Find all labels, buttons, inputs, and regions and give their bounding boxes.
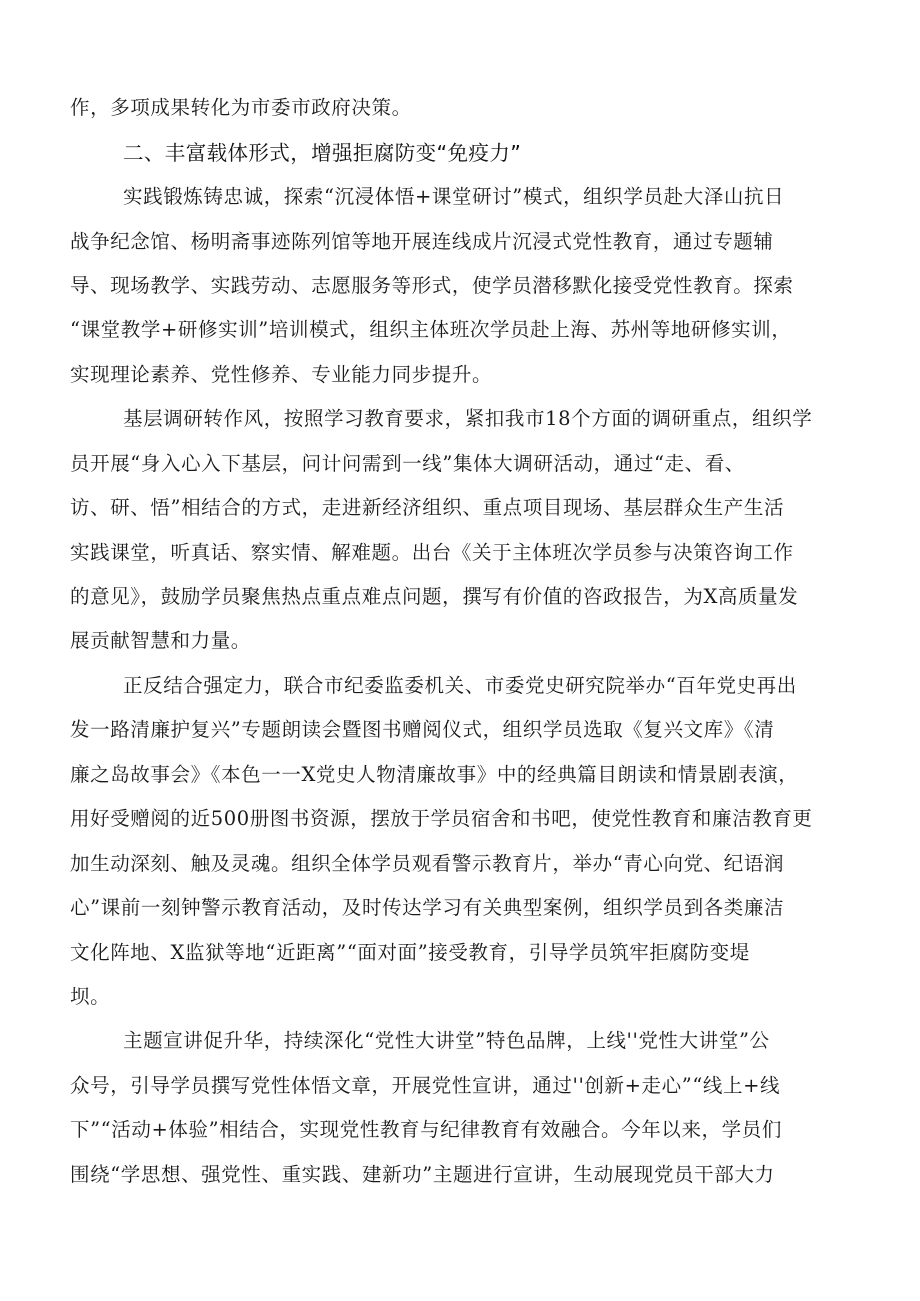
paragraph-4-line-2: 众号，引导学员撰写党性体悟文章，开展党性宣讲，通过''创新+走心”“线上+线 (70, 1074, 781, 1097)
paragraph-2-line-1: 基层调研转作风，按照学习教育要求，紧扣我市18个方面的调研重点，组织学 (123, 407, 813, 430)
paragraph-1-line-1: 实践锻炼铸忠诚，探索“沉浸体悟+课堂研讨”模式，组织学员赴大泽山抗日 (123, 185, 785, 208)
paragraph-1-line-4: “课堂教学+研修实训”培训模式，组织主体班次学员赴上海、苏州等地研修实训， (70, 318, 792, 341)
paragraph-3-line-5: 加生动深刻、触及灵魂。组织全体学员观看警示教育片，举办“青心向党、纪语润 (70, 852, 785, 875)
paragraph-3-line-7: 文化阵地、X监狱等地“近距离”“面对面”接受教育，引导学员筑牢拒腐防变堤 (70, 941, 750, 964)
paragraph-2-line-6: 展贡献智慧和力量。 (70, 629, 251, 652)
paragraph-4-line-4: 围绕“学思想、强党性、重实践、建新功”主题进行宣讲，生动展现党员干部大力 (70, 1163, 775, 1186)
paragraph-4-line-1: 主题宣讲促升华，持续深化“党性大讲堂”特色品牌，上线''党性大讲堂”公 (123, 1029, 770, 1052)
paragraph-1-line-3: 导、现场教学、实践劳动、志愿服务等形式，使学员潜移默化接受党性教育。探索 (70, 274, 794, 297)
paragraph-3-line-3: 廉之岛故事会》《本色一一X党史人物清廉故事》中的经典篇目朗读和情景剧表演， (70, 763, 799, 786)
paragraph-3-line-1: 正反结合强定力，联合市纪委监委机关、市委党史研究院举办“百年党史再出 (123, 674, 797, 697)
paragraph-3-line-4: 用好受赠阅的近500册图书资源，摆放于学员宿舍和书吧，使党性教育和廉洁教育更 (70, 807, 813, 830)
paragraph-3-line-6: 心”课前一刻钟警示教育活动，及时传达学习有关典型案例，组织学员到各类廉洁 (70, 896, 785, 919)
paragraph-1-line-2: 战争纪念馆、杨明斋事迹陈列馆等地开展连线成片沉浸式党性教育，通过专题辅 (70, 230, 774, 253)
intro-line: 作，多项成果转化为市委市政府决策。 (70, 96, 412, 119)
paragraph-2-line-4: 实践课堂，听真话、察实情、解难题。出台《关于主体班次学员参与决策咨询工作 (70, 541, 794, 564)
paragraph-4-line-3: 下”“活动+体验”相结合，实现党性教育与纪律教育有效融合。今年以来，学员们 (70, 1118, 782, 1141)
paragraph-3-line-2: 发一路清廉护复兴”专题朗读会暨图书赠阅仪式，组织学员选取《复兴文库》《清 (70, 718, 775, 741)
paragraph-2-line-2: 员开展“身入心入下基层，问计问需到一线”集体大调研活动，通过“走、看、 (70, 452, 745, 475)
paragraph-2-line-5: 的意见》，鼓励学员聚焦热点重点难点问题，撰写有价值的咨政报告，为X高质量发 (70, 585, 799, 608)
section-heading: 二、丰富载体形式，增强拒腐防变“免疫力” (123, 141, 522, 165)
paragraph-2-line-3: 访、研、悟”相结合的方式，走进新经济组织、重点项目现场、基层群众生产生活 (70, 496, 785, 519)
paragraph-1-line-5: 实现理论素养、党性修养、专业能力同步提升。 (70, 363, 493, 386)
paragraph-3-line-8: 坝。 (70, 985, 111, 1008)
